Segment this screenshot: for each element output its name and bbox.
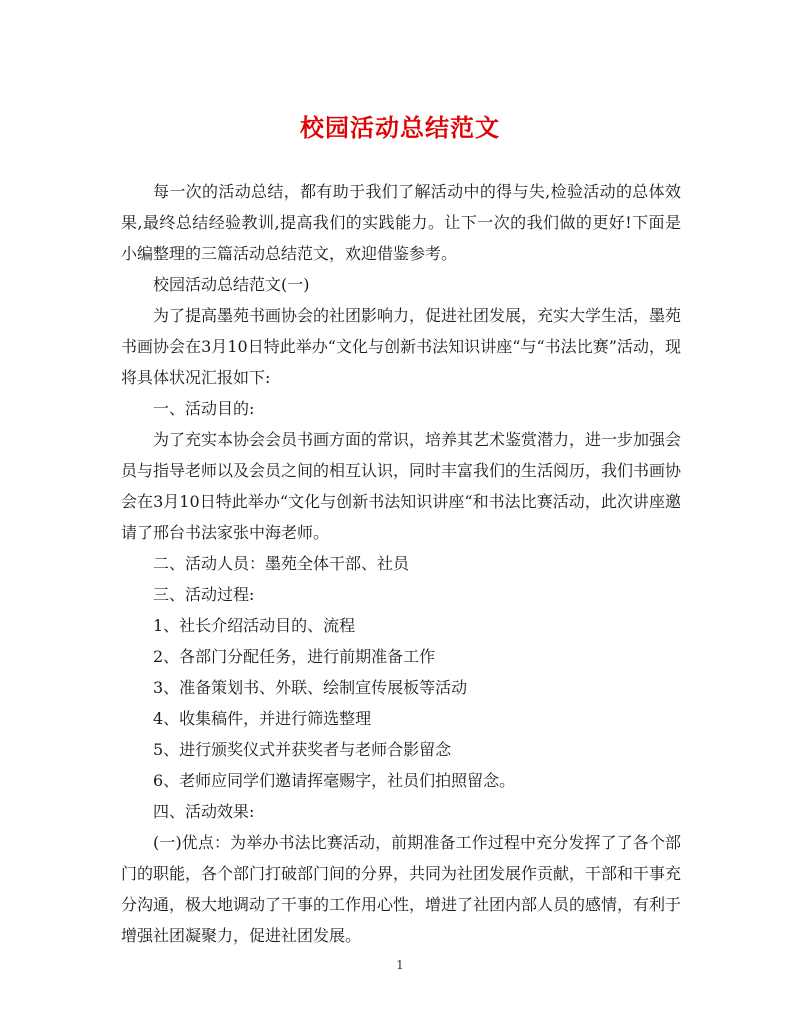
list-item: 5、进行颁奖仪式并获奖者与老师合影留念 [153,740,452,759]
paragraph-intro: 每一次的活动总结，都有助于我们了解活动中的得与失,检验活动的总体效果,最终总结经验教训,提高我们的实践能力。让下一次的我们做的更好!下面是小编整理的三篇活动总结范文，欢迎借鉴参考。 [121,182,681,263]
page-number: 1 [396,958,404,972]
page-title: 校园活动总结范文 [300,113,500,142]
document-body [121,176,681,951]
paragraph-purpose: 为了充实本协会会员书画方面的常识，培养其艺术鉴赏潜力，进一步加强会员与指导老师以及会员之间的相互认识，同时丰富我们的生活阅历，我们书画协会在3月10日特此举办“文化与创新书法知识讲座“和书法比赛活动，此次讲座邀请了邢台书法家张中海老师。 [121,430,682,542]
paragraph-advantages: (一)优点：为举办书法比赛活动，前期准备工作过程中充分发挥了了各个部门的职能，各个部门打破部门间的分界，共同为社团发展作贡献，干部和干事充分沟通，极大地调动了干事的工作用心性，增进了社团内部人员的感情，有利于增强社团凝聚力，促进社团发展。 [121,833,682,945]
paragraph-participants: 二、活动人员：墨苑全体干部、社员 [153,554,410,573]
paragraph-effect-heading: 四、活动效果: [153,802,255,821]
list-item: 4、收集稿件，并进行筛选整理 [153,709,372,728]
list-item: 3、准备策划书、外联、绘制宣传展板等活动 [153,678,468,697]
paragraph-process-heading: 三、活动过程: [153,585,255,604]
paragraph-section-heading: 校园活动总结范文(一) [153,275,310,294]
paragraph-purpose-heading: 一、活动目的: [153,399,255,418]
list-item: 1、社长介绍活动目的、流程 [153,616,356,635]
list-item: 6、老师应同学们邀请挥毫赐字，社员们拍照留念。 [153,771,516,790]
list-item: 2、各部门分配任务，进行前期准备工作 [153,647,436,666]
paragraph-background: 为了提高墨苑书画协会的社团影响力，促进社团发展，充实大学生活，墨苑书画协会在3月10日特此举办“文化与创新书法知识讲座“与“书法比赛”活动，现将具体状况汇报如下: [121,306,682,387]
